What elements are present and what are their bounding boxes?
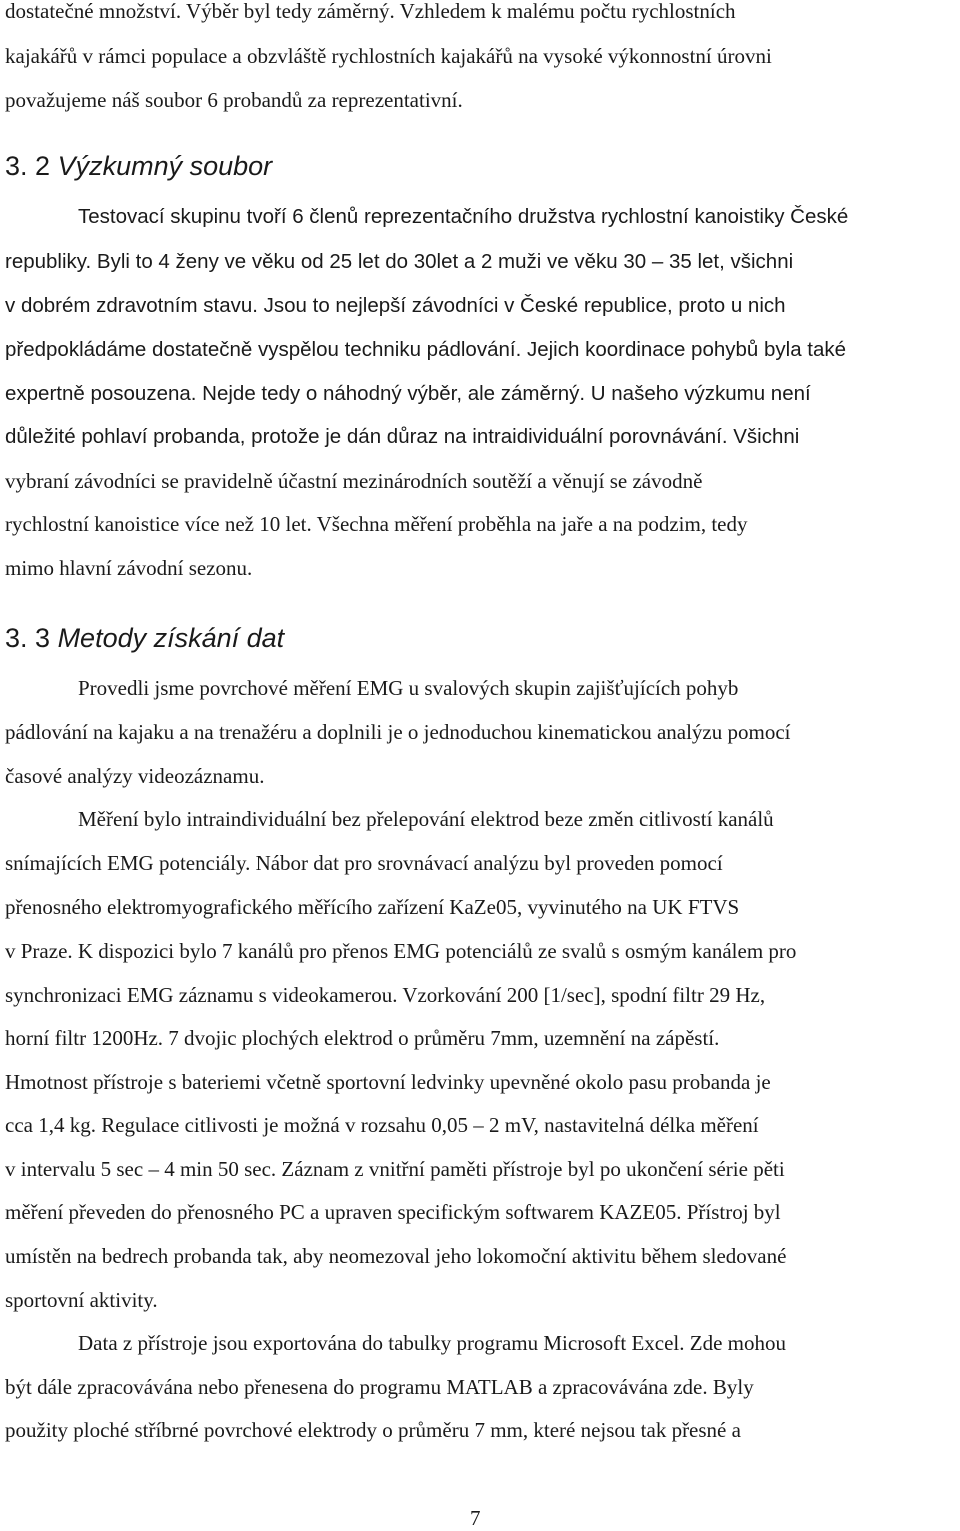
section-3-3-title: Metody získání dat <box>57 623 285 653</box>
p1-line-3: časové analýzy videozáznamu. <box>5 764 265 788</box>
section-3-2-number: 3. 2 <box>5 151 51 181</box>
section-3-2-line-1: Testovací skupinu tvoří 6 členů reprezentačního družstva rychlostní kanoistiky České <box>78 205 849 228</box>
p1-line-2: pádlování na kajaku a na trenažéru a doplnili je o jednoduchou kinematickou analýzu pomocí <box>5 720 791 744</box>
section-3-2-heading <box>5 150 272 182</box>
section-3-2-line-9: mimo hlavní závodní sezonu. <box>5 556 253 580</box>
section-3-2-line-8: rychlostní kanoistice více než 10 let. Všechna měření proběhla na jaře a na podzim, tedy <box>5 512 748 536</box>
p2-line-10: měření převeden do přenosného PC a upraven specifickým softwarem KAZE05. Přístroj byl <box>5 1200 781 1224</box>
section-3-2-line-7: vybraní závodníci se pravidelně účastní mezinárodních soutěží a věnují se závodně <box>5 469 703 493</box>
p2-line-3: přenosného elektromyografického měřícího zařízení KaZe05, vyvinutého na UK FTVS <box>5 895 740 919</box>
p2-line-8: cca 1,4 kg. Regulace citlivosti je možná v rozsahu 0,05 – 2 mV, nastavitelná délka měření <box>5 1113 759 1137</box>
section-3-2-title: Výzkumný soubor <box>57 151 273 181</box>
p3-line-1: Data z přístroje jsou exportována do tabulky programu Microsoft Excel. Zde mohou <box>78 1331 786 1355</box>
section-3-3-number: 3. 3 <box>5 623 51 653</box>
section-3-3-heading <box>5 622 284 654</box>
page-number: 7 <box>470 1506 481 1530</box>
p2-line-6: horní filtr 1200Hz. 7 dvojic plochých elektrod o průměru 7mm, uzemnění na zápěstí. <box>5 1026 720 1050</box>
p2-line-12: sportovní aktivity. <box>5 1288 158 1312</box>
section-3-2-line-5: expertně posouzena. Nejde tedy o náhodný výběr, ale záměrný. U našeho výzkumu není <box>5 382 811 405</box>
section-3-2-line-2: republiky. Byli to 4 ženy ve věku od 25 let do 30let a 2 muži ve věku 30 – 35 let, všichni <box>5 250 794 273</box>
section-3-2-line-3: v dobrém zdravotním stavu. Jsou to nejlepší závodníci v České republice, proto u nich <box>5 294 786 317</box>
intro-line-3: považujeme náš soubor 6 probandů za reprezentativní. <box>5 88 463 112</box>
p2-line-9: v intervalu 5 sec – 4 min 50 sec. Záznam z vnitřní paměti přístroje byl po ukončení série pěti <box>5 1157 785 1181</box>
section-3-2-line-6: důležité pohlaví probanda, protože je dán důraz na intraidividuální porovnávání. Všichni <box>5 425 800 448</box>
p3-line-3: použity ploché stříbrné povrchové elektrody o průměru 7 mm, které nejsou tak přesné a <box>5 1418 741 1442</box>
p1-line-1: Provedli jsme povrchové měření EMG u svalových skupin zajišťujících pohyb <box>78 676 739 700</box>
p3-line-2: být dále zpracovávána nebo přenesena do programu MATLAB a zpracovávána zde. Byly <box>5 1375 754 1399</box>
p2-line-5: synchronizaci EMG záznamu s videokamerou. Vzorkování 200 [1/sec], spodní filtr 29 Hz, <box>5 983 766 1007</box>
intro-line-2: kajakářů v rámci populace a obzvláště rychlostních kajakářů na vysoké výkonnostní úrovni <box>5 44 772 68</box>
section-3-2-line-4: předpokládáme dostatečně vyspělou techniku pádlování. Jejich koordinace pohybů byla také <box>5 338 847 361</box>
p2-line-4: v Praze. K dispozici bylo 7 kanálů pro přenos EMG potenciálů ze svalů s osmým kanálem pro <box>5 939 797 963</box>
p2-line-2: snímajících EMG potenciály. Nábor dat pro srovnávací analýzu byl proveden pomocí <box>5 851 723 875</box>
p2-line-11: umístěn na bedrech probanda tak, aby neomezoval jeho lokomoční aktivitu během sledované <box>5 1244 787 1268</box>
intro-line-1: dostatečné množství. Výběr byl tedy záměrný. Vzhledem k malému počtu rychlostních <box>5 0 736 23</box>
p2-line-1: Měření bylo intraindividuální bez přelepování elektrod beze změn citlivostí kanálů <box>78 807 774 831</box>
p2-line-7: Hmotnost přístroje s bateriemi včetně sportovní ledvinky upevněné okolo pasu probanda je <box>5 1070 771 1094</box>
